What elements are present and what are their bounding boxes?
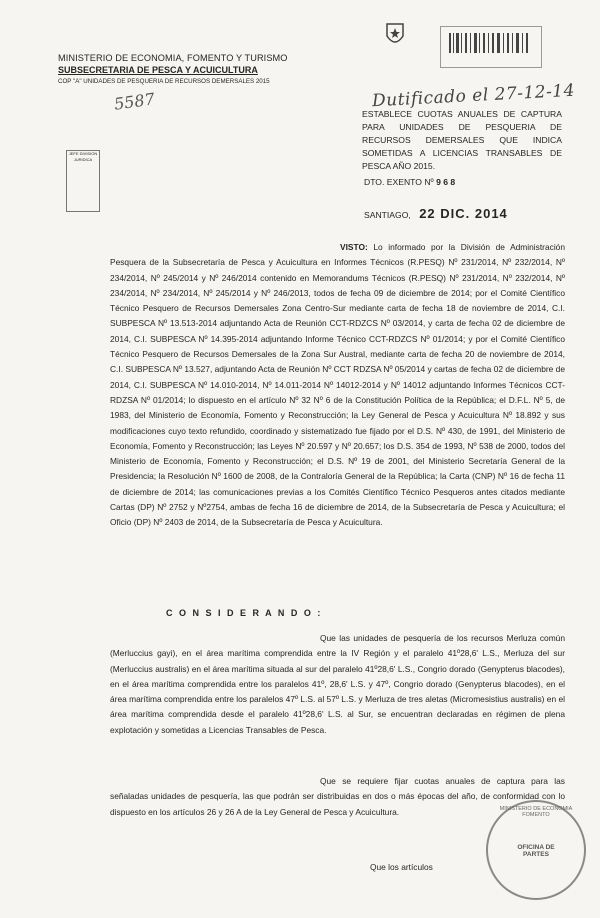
handwritten-number: 5587 [112, 89, 156, 114]
visto-label: VISTO: [340, 242, 368, 252]
considerando-paragraph-1: Que las unidades de pesquería de los recursos Merluza común (Merluccius gayi), en el área marítima comprendida entre la IV Región y el paralelo 41º28,6' L.S., Merluza del sur (Merluccius australis) en el área marítima situada al sur del paralelo 41º28,6' L.S., Congrio dorado (Genypterus blacodes), en el área marítima comprendida entre los paralelos 41º, 28,6' L.S. y 47º, Congrio dorado (Genypterus blacodes), en el área marítima comprendida entre los paralelos 47º L.S. al 57º L.S. y Merluza de tres aletas (Micromesistius australis) en el área marítima comprendida desde el paralelo 41º28,6' L.S. al Sur, se encuentran declaradas en régimen de plena explotación y sometidas a Licencias Transables de Pesca. [110, 633, 565, 735]
coat-of-arms-icon [384, 20, 406, 50]
date-label: SANTIAGO, [364, 210, 411, 220]
considerando-paragraph-2: Que se requiere fijar cuotas anuales de captura para las señaladas unidades de pesquería, las que podrán ser distribuidas en dos o más épocas del año, de conformidad con lo dispuesto en los artículos 26 y 26 A de la Ley General de Pesca y Acuicultura. [110, 776, 565, 817]
ministry-round-stamp [486, 800, 586, 900]
considerando-heading: C O N S I D E R A N D O : [166, 608, 323, 618]
office-stamp-label: OFICINA DE PARTES [517, 844, 555, 858]
legal-stamp [66, 150, 100, 212]
decree-number-label: DTO. EXENTO Nº [364, 177, 434, 187]
visto-paragraph [110, 240, 565, 531]
division-name: COP "A" UNIDADES DE PESQUERIA DE RECURSOS DEMERSALES 2015 [58, 78, 270, 85]
ministry-name: MINISTERIO DE ECONOMIA, FOMENTO Y TURISMO [58, 53, 288, 63]
subsecretaria-name: SUBSECRETARIA DE PESCA Y ACUICULTURA [58, 65, 258, 75]
decree-number [364, 177, 455, 187]
visto-text: Lo informado por la División de Administración Pesquera de la Subsecretaría de Pesca y Acuicultura en Informes Técnicos (R.PESQ) Nº 231/2014, Nº 232/2014, Nº 234/2014, Nº 245/2014 y Nº 246/2014 contenido en Memorandums Técnicos (R.PESQ) Nº 231/2014, Nº 232/2014, Nº 234/2014, Nº 234/2014, Nº 245/2014 y Nº 246/2013, todos de fecha 09 de diciembre de 2014; por el Comité Científico Técnico Pesquero de Recursos Demersales Zona Centro-Sur mediante carta de fecha 18 de noviembre de 2014, C.I. SUBPESCA Nº 13.513-2014 adjuntando Acta de Reunión CCT-RDZCS Nº 03/2014, y carta de fecha 02 de diciembre de 2014, C.I. SUBPESCA Nº 14.395-2014 adjuntando Informe Técnico CCT-RDZCS Nº 01/2014; y por el Comité Científico Técnico Pesquero de Recursos Demersales de la Zona Sur Austral, mediante carta de fecha 20 de noviembre de 2014, C.I. SUBPESCA Nº 13.527, adjuntando Acta de Reunión Nº CCT RDZSA Nº 05/2014 y cartas de fecha 02 de diciembre de 2014, C.I. SUBPESCA Nº 14.010-2014, Nº 14.011-2014 Nº 14012-2014 y Nº 14012 adjuntando Informes Técnicos CCT-RDZSA Nº 01/2014; lo dispuesto en el artículo Nº 32 Nº 6 de la Constitución Política de la República; el D.F.L. Nº 5, de 1983, del Ministerio de Economía, Fomento y Reconstrucción; la Ley General de Pesca y Acuicultura Nº 18.892 y sus modificaciones cuyo texto refundido, coordinado y sistematizado fue fijado por el D.S. Nº 430, de 1991, del Ministerio de Economía, Fomento y Reconstrucción; las Leyes Nº 20.597 y Nº 20.657; los D.S. 354 de 1993, Nº 538 de 2000, todos del Ministerio de Economía, Fomento y Reconstrucción; el D.S. Nº 19 de 2001, del Ministerio Secretaría General de la Presidencia; la Resolución Nº 1600 de 2008, de la Contraloría General de la República; la Carta (CNP) Nº 16 de fecha 11 de diciembre de 2014; las comunicaciones previas a los Comités Científico Técnico Pesqueros antes citados mediante Cartas (DP) Nº 2752 y Nº2754, ambas de fecha 16 de diciembre de 2014, de la Subsecretaría de Pesca y Acuicultura; el Oficio (DP) Nº 2403 de 2014, de la Subsecretaría de Pesca y Acuicultura. [110, 242, 565, 528]
round-stamp-text: MINISTERIO DE ECONOMIA FOMENTO [499, 806, 573, 818]
legal-stamp-text: JEFE DIVISION JURIDICA [68, 151, 98, 162]
barcode-label [440, 26, 542, 68]
decree-number-value: 9 6 8 [436, 177, 456, 187]
handwritten-notification: Dutificado el 27-12-14 [371, 80, 576, 112]
date-stamp: 22 DIC. 2014 [419, 206, 508, 221]
decree-title: ESTABLECE CUOTAS ANUALES DE CAPTURA PARA UNIDADES DE PESQUERIA DE RECURSOS DEMERSALES QUE INDICA SOMETIDAS A LICENCIAS TRANSABLES DE PESCA AÑO 2015. [362, 109, 562, 171]
considerando-paragraph-3: Que los artículos [370, 862, 433, 872]
letterhead [58, 52, 298, 88]
decree-date [364, 206, 508, 221]
